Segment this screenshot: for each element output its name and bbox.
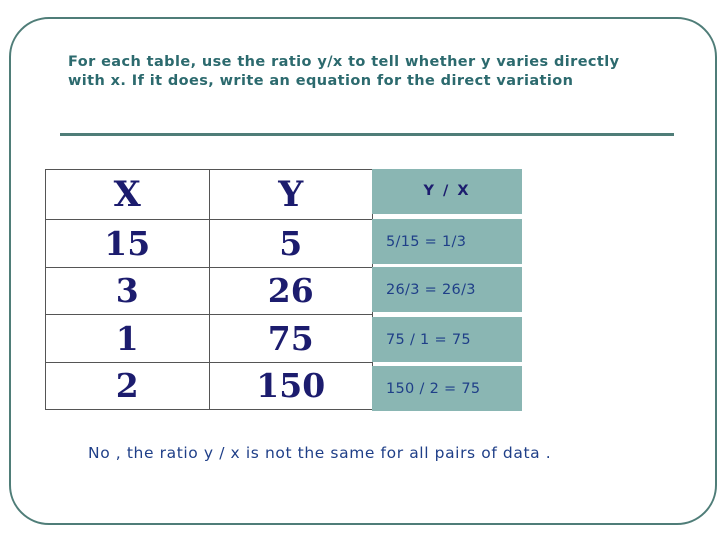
slide-title: For each table, use the ratio y/x to tell whether y varies directly with x. If it does, write an equation for the direct variation xyxy=(68,54,620,89)
cell-y: 5 xyxy=(209,220,373,267)
header-y: Y xyxy=(209,170,373,220)
xy-table xyxy=(45,169,373,410)
table-row xyxy=(46,267,373,314)
table-row xyxy=(46,362,373,409)
cell-y: 26 xyxy=(209,267,373,314)
table-header-row xyxy=(46,170,373,220)
ratio-box: 75 / 1 = 75 xyxy=(372,317,522,362)
conclusion-text: No , the ratio y / x is not the same for all pairs of data . xyxy=(88,444,552,462)
ratio-box: 5/15 = 1/3 xyxy=(372,219,522,264)
cell-x: 15 xyxy=(46,220,210,267)
cell-x: 3 xyxy=(46,267,210,314)
table-row xyxy=(46,220,373,267)
ratio-header: Y / X xyxy=(372,169,522,214)
table-row xyxy=(46,315,373,362)
cell-x: 2 xyxy=(46,362,210,409)
ratio-box: 150 / 2 = 75 xyxy=(372,366,522,411)
ratio-box: 26/3 = 26/3 xyxy=(372,267,522,312)
cell-x: 1 xyxy=(46,315,210,362)
header-x: X xyxy=(46,170,210,220)
cell-y: 150 xyxy=(209,362,373,409)
title-divider xyxy=(60,133,674,136)
cell-y: 75 xyxy=(209,315,373,362)
